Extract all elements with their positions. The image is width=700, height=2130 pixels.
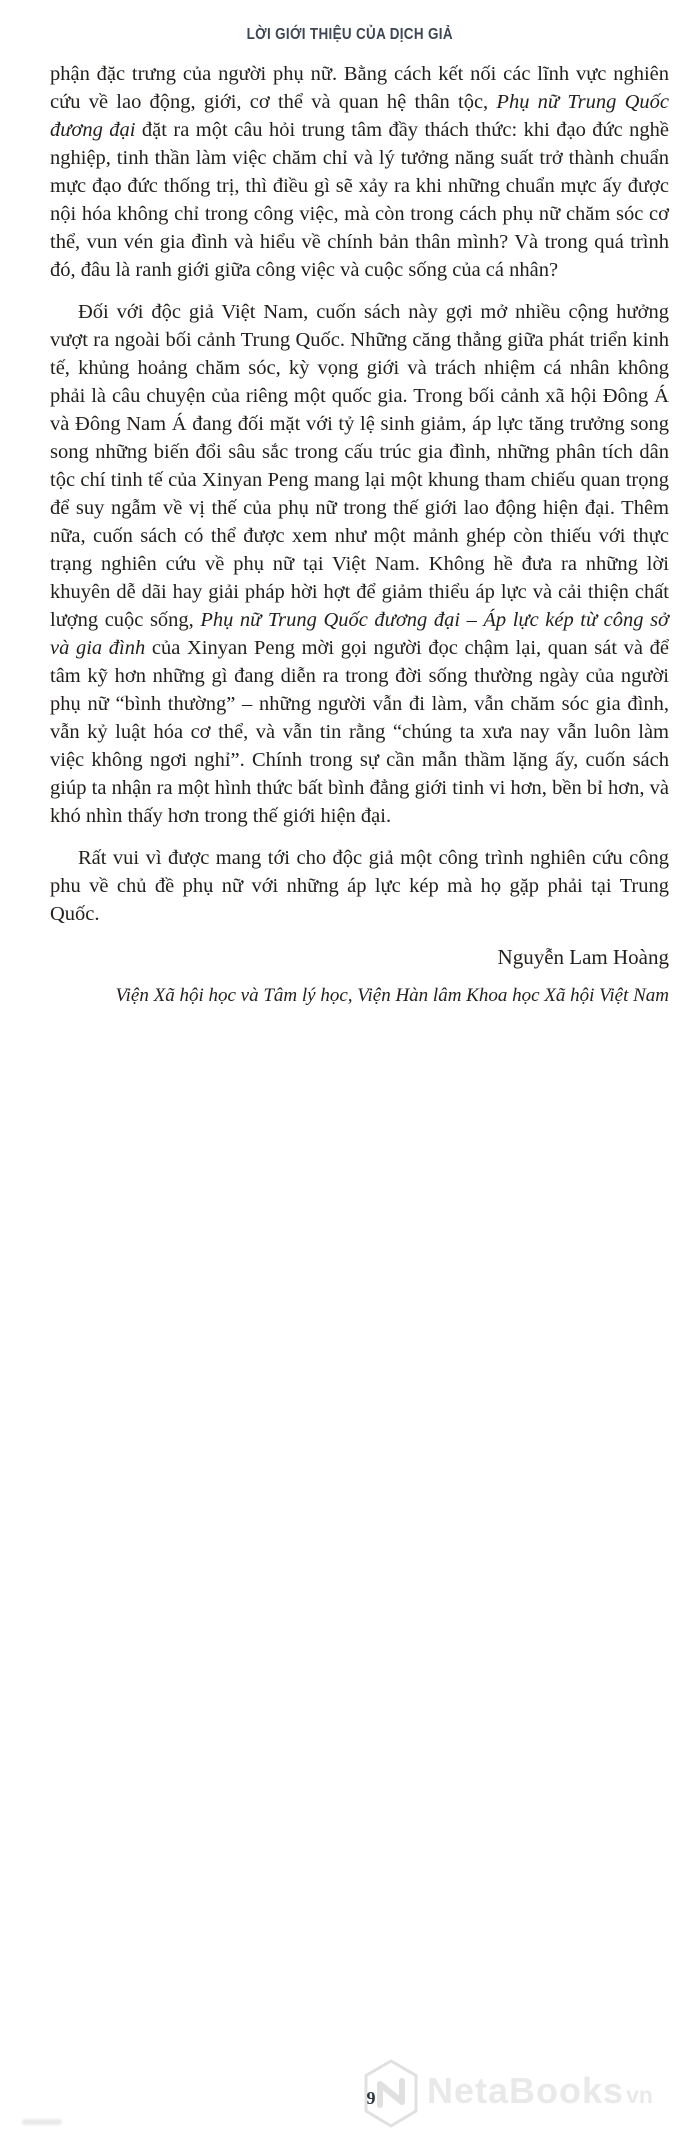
scan-artifact (22, 2119, 62, 2125)
watermark-suffix: vn (626, 2082, 653, 2108)
watermark-brand (427, 2070, 653, 2112)
book-full-title-italic: Phụ nữ Trung Quốc đương đại – Áp lực kép từ công sở và gia đình (50, 609, 669, 659)
page-footer (0, 1020, 700, 2111)
paragraph-1-run-3: đặt ra một câu hỏi trung tâm đầy thách thức: khi đạo đức nghề nghiệp, tinh thần làm việc chăm chỉ và lý tưởng năng suất trở thành chuẩn mực đạo đức thống trị, thì điều gì sẽ xảy ra khi những chuẩn mực ấy được nội hóa không chỉ trong công việc, mà còn trong cách phụ nữ chăm sóc cơ thể, vun vén gia đình và hiểu về chính bản thân mình? Và trong quá trình đó, đâu là ranh giới giữa công việc và cuộc sống của cá nhân? (50, 119, 669, 281)
paragraph-2-run-1: Đối với độc giả Việt Nam, cuốn sách này gợi mở nhiều cộng hưởng vượt ra ngoài bối cảnh Trung Quốc. Những căng thẳng giữa phát triển kinh tế, khủng hoảng chăm sóc, kỳ vọng giới và trách nhiệm cá nhân không phải là câu chuyện của riêng một quốc gia. Trong bối cảnh xã hội Đông Á và Đông Nam Á đang đối mặt với tỷ lệ sinh giảm, áp lực tăng trưởng song song những biến đổi sâu sắc trong cấu trúc gia đình, những phân tích dân tộc chí tinh tế của Xinyan Peng mang lại một khung tham chiếu quan trọng để suy ngẫm về vị thế của phụ nữ trong thế giới lao động hiện đại. Thêm nữa, cuốn sách có thể được xem như một mảnh ghép còn thiếu với thực trạng nghiên cứu về phụ nữ tại Việt Nam. Không hề đưa ra những lời khuyên dễ dãi hay giải pháp hời hợt để giảm thiểu áp lực và cải thiện chất lượng cuộc sống, (50, 301, 669, 631)
book-title-italic: Phụ nữ Trung Quốc đương đại (50, 91, 669, 141)
watermark-brand-text: NetaBooks (427, 2070, 625, 2111)
paragraph-3-run-1: Rất vui vì được mang tới cho độc giả một công trình nghiên cứu công phu về chủ đề phụ nữ với những áp lực kép mà họ gặp phải tại Trung Quốc. (50, 847, 669, 925)
page-number: 9 (366, 2088, 376, 2108)
paragraph-1 (50, 60, 669, 284)
paragraph-1-run-1: phận đặc trưng của người phụ nữ. Bằng cách kết nối các lĩnh vực nghiên cứu về lao động, giới, cơ thể và quan hệ thân tộc, (50, 63, 669, 113)
paragraph-2 (50, 298, 669, 830)
paragraph-2-run-3: của Xinyan Peng mời gọi người đọc chậm lại, quan sát và để tâm kỹ hơn những gì đang diễn ra trong đời sống thường ngày của người phụ nữ “bình thường” – những người vẫn đi làm, vẫn chăm sóc gia đình, vẫn kỷ luật hóa cơ thể, và vẫn tin rằng “chúng ta xưa nay vẫn luôn làm việc không ngơi nghỉ”. Chính trong sự cần mẫn thầm lặng ấy, cuốn sách giúp ta nhận ra một hình thức bất bình đẳng giới tinh vi hơn, bền bỉ hơn, và khó nhìn thấy hơn trong thế giới hiện đại. (50, 637, 670, 827)
running-head (0, 26, 700, 44)
page-header-title: LỜI GIỚI THIỆU CỦA DỊCH GIẢ (246, 26, 454, 43)
text-block (50, 60, 669, 1010)
translator-affiliation: Viện Xã hội học và Tâm lý học, Viện Hàn lâm Khoa học Xã hội Việt Nam (115, 985, 669, 1006)
paragraph-3 (50, 844, 669, 928)
translator-signature: Nguyễn Lam Hoàng (497, 945, 669, 969)
